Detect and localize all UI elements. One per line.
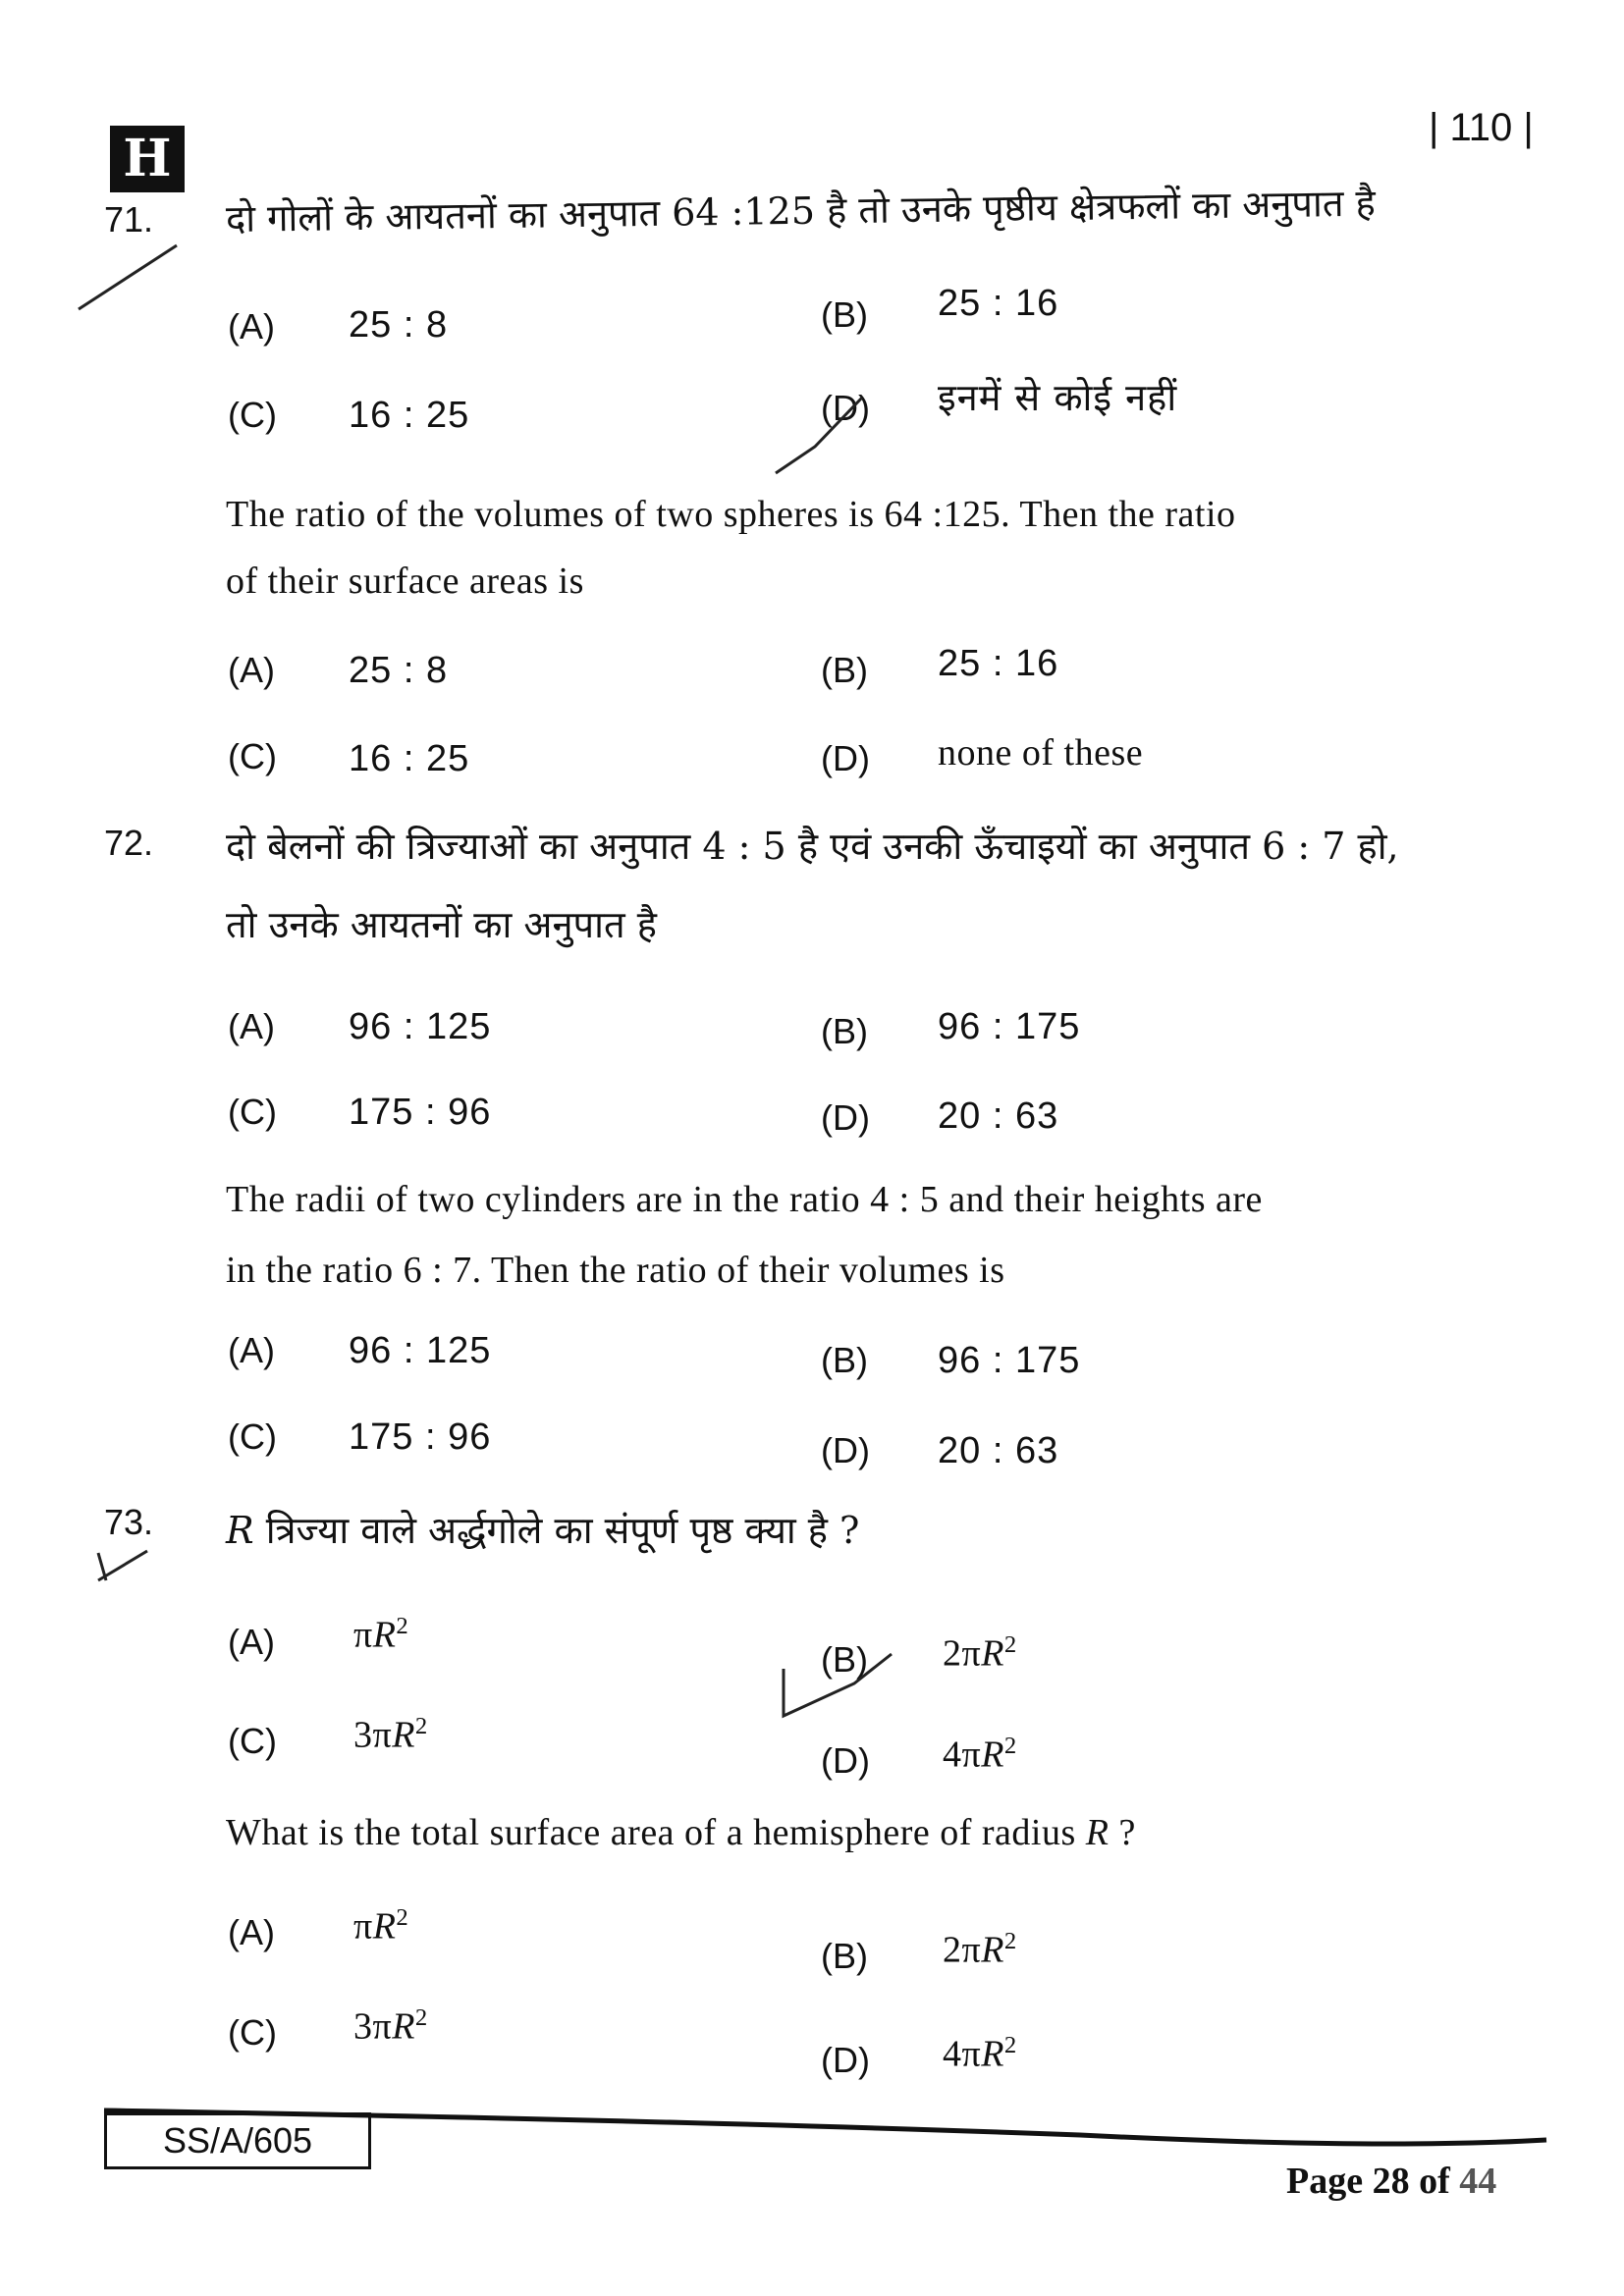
option-label: (B)	[821, 1639, 868, 1680]
option-value: 96 : 125	[349, 1006, 492, 1047]
option-label: (B)	[821, 650, 868, 690]
option-value: $2\pi R^2$	[943, 1631, 1017, 1675]
variable-r: R	[226, 1509, 254, 1552]
option-value: 25 : 8	[349, 304, 449, 346]
option-label: (D)	[821, 388, 870, 428]
option-label: (A)	[228, 1330, 275, 1370]
option-label: (C)	[228, 395, 277, 435]
option-label: (A)	[228, 1622, 275, 1662]
option-label: (D)	[821, 2040, 870, 2080]
question-text-hindi-body: त्रिज्या वाले अर्द्धगोले का संपूर्ण पृष्ठ क्या है ?	[265, 1509, 860, 1552]
option-value: $2\pi R^2$	[943, 1928, 1017, 1971]
option-label: (C)	[228, 2012, 277, 2053]
option-label: (C)	[228, 1416, 277, 1457]
question-text-english: The radii of two cylinders are in the ratio 4 : 5 and their heights are	[226, 1179, 1263, 1220]
option-value: 25 : 16	[938, 283, 1059, 324]
option-value: $\pi R^2$	[353, 1904, 409, 1948]
option-value: $3\pi R^2$	[353, 2004, 428, 2048]
question-text-english: in the ratio 6 : 7. Then the ratio of their volumes is	[226, 1250, 1005, 1291]
option-value: 16 : 25	[349, 395, 470, 436]
paper-code: SS/A/605	[104, 2112, 371, 2169]
question-number: 72.	[104, 823, 154, 863]
option-label: (C)	[228, 1092, 277, 1132]
option-label: (D)	[821, 1740, 870, 1781]
option-label: (B)	[821, 294, 868, 335]
option-value: $3\pi R^2$	[353, 1713, 428, 1756]
option-value: 25 : 8	[349, 650, 449, 691]
page-indicator: Page 28 of 44	[1286, 2161, 1497, 2202]
option-value: $4\pi R^2$	[943, 2032, 1017, 2075]
option-value: $\pi R^2$	[353, 1613, 409, 1656]
option-value: 96 : 175	[938, 1340, 1081, 1381]
option-value: $4\pi R^2$	[943, 1733, 1017, 1776]
option-value: 175 : 96	[349, 1092, 492, 1133]
option-label: (D)	[821, 1097, 870, 1138]
option-label: (C)	[228, 1721, 277, 1761]
option-label: (A)	[228, 1912, 275, 1952]
question-number: 73.	[104, 1502, 154, 1542]
option-value: 96 : 175	[938, 1006, 1081, 1047]
check-mark	[98, 1551, 147, 1580]
set-letter-badge: H	[110, 126, 185, 192]
question-text-hindi: तो उनके आयतनों का अनुपात है	[226, 903, 657, 946]
question-text-english: The ratio of the volumes of two spheres is 64 :125. Then the ratio	[226, 494, 1236, 535]
option-value: 175 : 96	[349, 1416, 492, 1458]
option-label: (B)	[821, 1936, 868, 1976]
pen-stroke	[79, 245, 177, 309]
check-mark	[776, 398, 862, 473]
option-value: none of these	[938, 732, 1144, 774]
option-value: 20 : 63	[938, 1430, 1059, 1471]
option-value: 25 : 16	[938, 643, 1059, 684]
option-label: (A)	[228, 306, 275, 347]
page-marker: | 110 |	[1429, 106, 1534, 149]
option-label: (A)	[228, 1006, 275, 1046]
option-label: (B)	[821, 1340, 868, 1380]
check-mark	[784, 1654, 892, 1716]
question-text-english: What is the total surface area of a hemisphere of radius R ?	[226, 1812, 1136, 1853]
question-text-hindi: दो गोलों के आयतनों का अनुपात 64 :125 है तो उनके पृष्ठीय क्षेत्रफलों का अनुपात है	[225, 181, 1377, 240]
option-label: (C)	[228, 736, 277, 776]
option-label: (A)	[228, 650, 275, 690]
question-text-english: of their surface areas is	[226, 561, 584, 602]
option-label: (D)	[821, 738, 870, 778]
option-label: (B)	[821, 1011, 868, 1051]
question-text-hindi: दो बेलनों की त्रिज्याओं का अनुपात 4 : 5 है एवं उनकी ऊँचाइयों का अनुपात 6 : 7 हो,	[226, 825, 1399, 868]
option-value: 20 : 63	[938, 1095, 1059, 1137]
option-value: 16 : 25	[349, 738, 470, 779]
option-value: 96 : 125	[349, 1330, 492, 1371]
option-value: इनमें से कोई नहीं	[938, 376, 1178, 419]
option-label: (D)	[821, 1430, 870, 1470]
question-number: 71.	[104, 199, 154, 240]
